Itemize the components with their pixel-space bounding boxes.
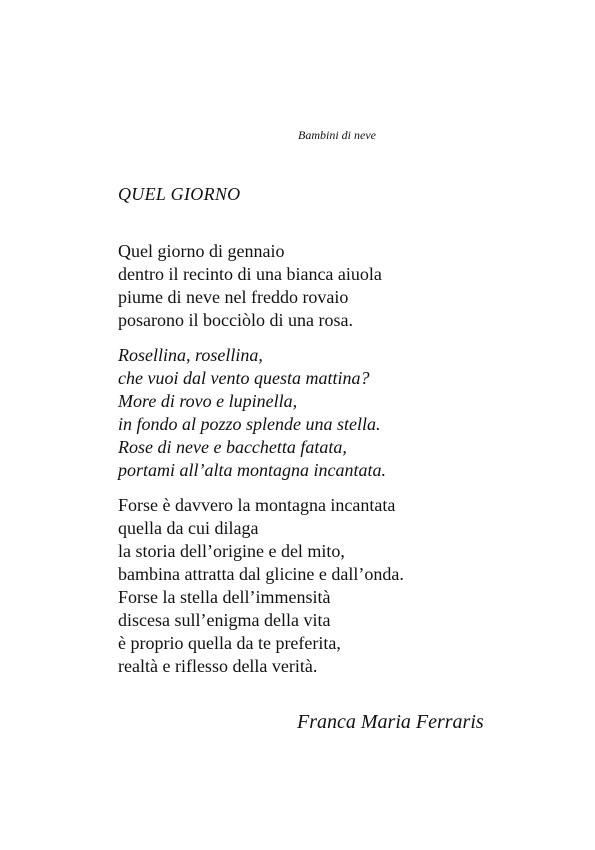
poem-line: More di rovo e lupinella,: [118, 391, 298, 411]
stanza-1: [118, 240, 382, 332]
poem-line: discesa sull’enigma della vita: [118, 610, 331, 630]
poem-line: posarono il bocciòlo di una rosa.: [118, 310, 353, 330]
poem-line: piume di neve nel freddo rovaio: [118, 287, 349, 307]
poem-line: Quel giorno di gennaio: [118, 241, 285, 261]
poem-line: è proprio quella da te preferita,: [118, 633, 341, 653]
poem-line: Forse è davvero la montagna incantata: [118, 495, 396, 515]
poem-title: QUEL GIORNO: [118, 184, 241, 204]
poem-line: portami all’alta montagna incantata.: [118, 460, 386, 480]
running-header: Bambini di neve: [298, 128, 376, 142]
stanza-3: [118, 494, 404, 678]
poem-line: realtà e riflesso della verità.: [118, 656, 318, 676]
poem-line: Rose di neve e bacchetta fatata,: [118, 437, 347, 457]
poem-line: Rosellina, rosellina,: [118, 345, 263, 365]
author-signature: Franca Maria Ferraris: [297, 711, 484, 733]
poem-line: dentro il recinto di una bianca aiuola: [118, 264, 382, 284]
poem-line: in fondo al pozzo splende una stella.: [118, 414, 381, 434]
poem-line: bambina attratta dal glicine e dall’onda.: [118, 564, 404, 584]
poem-line: che vuoi dal vento questa mattina?: [118, 368, 370, 388]
stanza-2: [118, 344, 386, 482]
poem-line: quella da cui dilaga: [118, 518, 259, 538]
poem-line: Forse la stella dell’immensità: [118, 587, 331, 607]
poem-line: la storia dell’origine e del mito,: [118, 541, 345, 561]
